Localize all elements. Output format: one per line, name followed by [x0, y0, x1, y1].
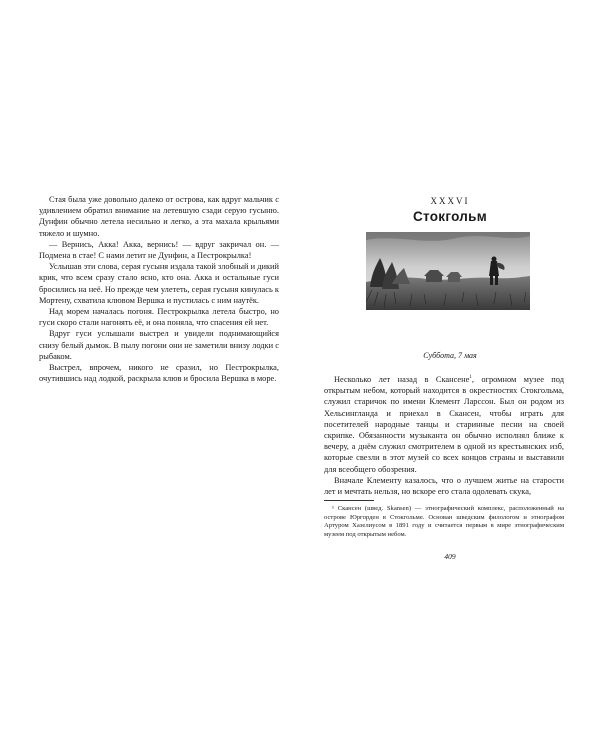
right-paragraph-1-start: Несколько лет назад в Скансене — [334, 375, 470, 384]
right-page-text — [324, 374, 564, 497]
left-paragraph-5: Вдруг гуси услышали выстрел и увидели поднимающийся снизу белый дымок. В пылу погони они не заметили внизу лодки с рыбаком. — [39, 329, 279, 361]
right-paragraph-2: Вначале Клементу казалось, что о лучшем житье на старости лет и мечтать нельзя, но вскоре его стала одолевать скука, — [324, 475, 564, 497]
left-paragraph-1: Стая была уже довольно далеко от острова, как вдруг мальчик с удивлением обратил внимание на летевшую сзади серую гусыню. Дунфин обычно летела несильно и легко, а эта махала крыльями тяжело и шумно. — [39, 195, 279, 238]
footnote: ¹ Скансен (швед. Skansen) — этнографический комплекс, расположенный на острове Юргорден в Стокгольме. Основан шведским филологом и этнографом Артуром Хазелиусом в 1891 году и считается первым в мире этнографическим музеем под открытым небом. — [324, 505, 564, 538]
left-paragraph-4: Над морем началась погоня. Пестрокрылка летела быстро, но гуси скоро стали нагонять её, и она поняла, что спасения ей нет. — [39, 307, 279, 328]
left-page-text — [39, 194, 279, 384]
chapter-title: Стокгольм — [412, 209, 488, 224]
left-paragraph-3: Услышав эти слова, серая гусыня издала такой злобный и дикий крик, что всем сразу стало ясно, кто она. Акка и остальные гуси бросились на неё. Но прежде чем улететь, серая гусыня кинулась к Мортену, схватила клювом Вершка и пустилась с ним наутёк. — [39, 262, 279, 305]
chapter-number: XXXVI — [430, 196, 470, 206]
right-paragraph-1-rest: , огромном музее под открытым небом, который находится в окрестностях Стокгольма, служил старичок по имени Клемент Ларссон. Был он родом из Хельсингланда и приехал в Скансен, чтобы играть для посетителей народные танцы и старинные песни на своей скрипке. Обязанности музыканта он обычно исполнял ближе к вечеру, а днём служил смотрителем в одной из крестьянских изб, которые свезли в этот музей со всех концов страны и выставили для всеобщего обозрения. — [324, 375, 564, 474]
footnote-divider — [324, 500, 374, 501]
date-line: Суббота, 7 мая — [423, 351, 477, 360]
page-number: 409 — [444, 552, 456, 561]
left-paragraph-6: Выстрел, впрочем, никого не сразил, но Пестрокрылка, очутившись над лодкой, раскрыла клюв и бросила Вершка в море. — [39, 363, 279, 384]
chapter-illustration — [366, 232, 530, 310]
right-paragraph-1 — [324, 374, 564, 475]
left-paragraph-2: — Вернись, Акка! Акка, вернись! — вдруг закричал он. — Подмена в стае! С нами летит не Дунфин, а Пестрокрылка! — [39, 239, 279, 261]
footnote-reference: 1 — [469, 375, 472, 381]
